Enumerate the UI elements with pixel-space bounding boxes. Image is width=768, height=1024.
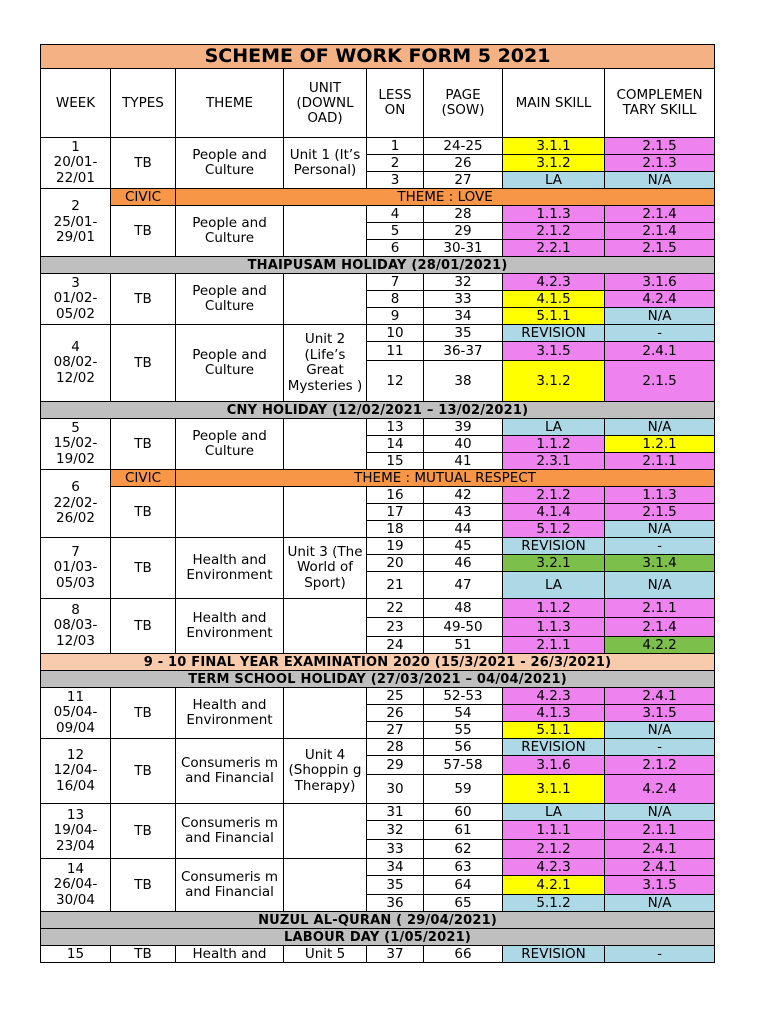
theme-cell: Consumeris m and Financial	[176, 804, 284, 859]
theme-cell: People and Culture	[176, 274, 284, 325]
lesson-cell: 26	[367, 705, 424, 722]
civic-label: CIVIC	[111, 470, 176, 487]
unit-cell: Unit 1 (It’s Personal)	[284, 138, 367, 189]
lesson-cell: 37	[367, 946, 424, 963]
lesson-cell: 20	[367, 555, 424, 572]
main-skill-cell: 1.1.3	[503, 206, 605, 223]
main-skill-cell: LA	[503, 419, 605, 436]
comp-skill-cell: N/A	[605, 572, 715, 599]
holiday-banner: LABOUR DAY (1/05/2021)	[41, 929, 715, 946]
theme-cell: Health and Environment	[176, 599, 284, 654]
scheme-of-work-table	[40, 44, 715, 963]
comp-skill-cell: N/A	[605, 804, 715, 821]
main-skill-cell: 3.1.5	[503, 342, 605, 361]
unit-cell	[284, 487, 367, 538]
main-skill-cell: 2.1.2	[503, 223, 605, 240]
main-skill-cell: REVISION	[503, 739, 605, 756]
main-skill-cell: REVISION	[503, 538, 605, 555]
unit-cell	[284, 274, 367, 325]
week-cell: 15	[41, 946, 111, 963]
header-theme: THEME	[176, 69, 284, 138]
page-cell: 41	[424, 453, 503, 470]
header-complementary-skill: COMPLEMEN TARY SKILL	[605, 69, 715, 138]
lesson-cell: 5	[367, 223, 424, 240]
lesson-cell: 21	[367, 572, 424, 599]
lesson-cell: 31	[367, 804, 424, 821]
main-skill-cell: 3.1.2	[503, 155, 605, 172]
main-skill-cell: 4.2.3	[503, 688, 605, 705]
page-cell: 26	[424, 155, 503, 172]
type-cell: TB	[111, 859, 176, 912]
holiday-banner: TERM SCHOOL HOLIDAY (27/03/2021 – 04/04/2021)	[41, 671, 715, 688]
lesson-cell: 1	[367, 138, 424, 155]
comp-skill-cell: 2.1.4	[605, 206, 715, 223]
comp-skill-cell: 2.4.1	[605, 342, 715, 361]
unit-cell	[284, 419, 367, 470]
civic-theme: THEME : MUTUAL RESPECT	[176, 470, 715, 487]
lesson-cell: 17	[367, 504, 424, 521]
comp-skill-cell: N/A	[605, 521, 715, 538]
page-cell: 40	[424, 436, 503, 453]
lesson-cell: 3	[367, 172, 424, 189]
week-cell: 2 25/01- 29/01	[41, 189, 111, 257]
lesson-cell: 24	[367, 637, 424, 654]
comp-skill-cell: 3.1.4	[605, 555, 715, 572]
lesson-cell: 12	[367, 361, 424, 402]
lesson-cell: 13	[367, 419, 424, 436]
type-cell: TB	[111, 419, 176, 470]
page-cell: 48	[424, 599, 503, 618]
header-week: WEEK	[41, 69, 111, 138]
main-skill-cell: LA	[503, 172, 605, 189]
holiday-banner: CNY HOLIDAY (12/02/2021 – 13/02/2021)	[41, 402, 715, 419]
unit-cell	[284, 688, 367, 739]
main-skill-cell: 5.1.2	[503, 521, 605, 538]
week-cell: 7 01/03- 05/03	[41, 538, 111, 599]
page-cell: 47	[424, 572, 503, 599]
main-skill-cell: 1.1.2	[503, 599, 605, 618]
week-cell: 14 26/04- 30/04	[41, 859, 111, 912]
lesson-cell: 15	[367, 453, 424, 470]
lesson-cell: 19	[367, 538, 424, 555]
page-cell: 30-31	[424, 240, 503, 257]
page-cell: 61	[424, 821, 503, 840]
unit-cell	[284, 599, 367, 654]
page-cell: 24-25	[424, 138, 503, 155]
theme-cell	[176, 487, 284, 538]
header-main-skill: MAIN SKILL	[503, 69, 605, 138]
page-cell: 42	[424, 487, 503, 504]
lesson-cell: 27	[367, 722, 424, 739]
main-skill-cell: 1.1.3	[503, 618, 605, 637]
main-skill-cell: 3.1.2	[503, 361, 605, 402]
comp-skill-cell: 2.1.5	[605, 240, 715, 257]
theme-cell: Health and Environment	[176, 538, 284, 599]
lesson-cell: 11	[367, 342, 424, 361]
main-skill-cell: 2.1.2	[503, 840, 605, 859]
page-cell: 35	[424, 325, 503, 342]
main-skill-cell: 3.1.1	[503, 138, 605, 155]
holiday-banner: NUZUL AL-QURAN ( 29/04/2021)	[41, 912, 715, 929]
main-skill-cell: 4.1.4	[503, 504, 605, 521]
unit-cell	[284, 804, 367, 859]
page-cell: 65	[424, 895, 503, 912]
page-cell: 59	[424, 775, 503, 804]
header-lesson: LESS ON	[367, 69, 424, 138]
page-cell: 28	[424, 206, 503, 223]
type-cell: TB	[111, 138, 176, 189]
comp-skill-cell: 4.2.4	[605, 291, 715, 308]
comp-skill-cell: 2.1.5	[605, 361, 715, 402]
comp-skill-cell: -	[605, 325, 715, 342]
page-cell: 46	[424, 555, 503, 572]
main-skill-cell: 5.1.1	[503, 722, 605, 739]
main-skill-cell: LA	[503, 804, 605, 821]
comp-skill-cell: 2.1.5	[605, 138, 715, 155]
page-cell: 36-37	[424, 342, 503, 361]
page-cell: 27	[424, 172, 503, 189]
page-cell: 63	[424, 859, 503, 876]
page-cell: 38	[424, 361, 503, 402]
page-cell: 66	[424, 946, 503, 963]
header-unit: UNIT (DOWNL OAD)	[284, 69, 367, 138]
unit-cell: Unit 2 (Life’s Great Mysteries )	[284, 325, 367, 402]
exam-banner: 9 - 10 FINAL YEAR EXAMINATION 2020 (15/3/2021 - 26/3/2021)	[41, 654, 715, 671]
type-cell: TB	[111, 274, 176, 325]
page-cell: 60	[424, 804, 503, 821]
comp-skill-cell: 2.1.4	[605, 223, 715, 240]
comp-skill-cell: N/A	[605, 308, 715, 325]
lesson-cell: 23	[367, 618, 424, 637]
type-cell: TB	[111, 206, 176, 257]
lesson-cell: 34	[367, 859, 424, 876]
comp-skill-cell: -	[605, 538, 715, 555]
type-cell: TB	[111, 487, 176, 538]
lesson-cell: 28	[367, 739, 424, 756]
main-skill-cell: REVISION	[503, 325, 605, 342]
comp-skill-cell: 3.1.5	[605, 705, 715, 722]
comp-skill-cell: N/A	[605, 172, 715, 189]
page-cell: 57-58	[424, 756, 503, 775]
page-cell: 34	[424, 308, 503, 325]
lesson-cell: 18	[367, 521, 424, 538]
main-skill-cell: 5.1.2	[503, 895, 605, 912]
page-cell: 32	[424, 274, 503, 291]
lesson-cell: 14	[367, 436, 424, 453]
main-skill-cell: 4.2.1	[503, 876, 605, 895]
comp-skill-cell: 2.1.1	[605, 599, 715, 618]
lesson-cell: 10	[367, 325, 424, 342]
header-types: TYPES	[111, 69, 176, 138]
theme-cell: Consumeris m and Financial	[176, 859, 284, 912]
week-cell: 5 15/02- 19/02	[41, 419, 111, 470]
main-skill-cell: 1.1.1	[503, 821, 605, 840]
page-cell: 64	[424, 876, 503, 895]
main-skill-cell: 4.2.3	[503, 859, 605, 876]
theme-cell: People and Culture	[176, 419, 284, 470]
page-title: SCHEME OF WORK FORM 5 2021	[41, 45, 715, 69]
comp-skill-cell: 2.1.4	[605, 618, 715, 637]
lesson-cell: 4	[367, 206, 424, 223]
lesson-cell: 32	[367, 821, 424, 840]
civic-theme: THEME : LOVE	[176, 189, 715, 206]
page-cell: 55	[424, 722, 503, 739]
main-skill-cell: 4.1.5	[503, 291, 605, 308]
comp-skill-cell: 2.4.1	[605, 859, 715, 876]
page-cell: 43	[424, 504, 503, 521]
lesson-cell: 29	[367, 756, 424, 775]
comp-skill-cell: 2.4.1	[605, 840, 715, 859]
comp-skill-cell: -	[605, 946, 715, 963]
comp-skill-cell: 2.1.1	[605, 453, 715, 470]
comp-skill-cell: 4.2.4	[605, 775, 715, 804]
main-skill-cell: 3.2.1	[503, 555, 605, 572]
lesson-cell: 16	[367, 487, 424, 504]
lesson-cell: 9	[367, 308, 424, 325]
comp-skill-cell: N/A	[605, 895, 715, 912]
page-cell: 39	[424, 419, 503, 436]
theme-cell: People and Culture	[176, 138, 284, 189]
main-skill-cell: 2.3.1	[503, 453, 605, 470]
comp-skill-cell: N/A	[605, 419, 715, 436]
type-cell: TB	[111, 946, 176, 963]
page-cell: 33	[424, 291, 503, 308]
page-cell: 54	[424, 705, 503, 722]
lesson-cell: 25	[367, 688, 424, 705]
page-cell: 45	[424, 538, 503, 555]
type-cell: TB	[111, 599, 176, 654]
holiday-banner: THAIPUSAM HOLIDAY (28/01/2021)	[41, 257, 715, 274]
week-cell: 1 20/01- 22/01	[41, 138, 111, 189]
theme-cell: People and Culture	[176, 206, 284, 257]
comp-skill-cell: 1.1.3	[605, 487, 715, 504]
comp-skill-cell: 1.2.1	[605, 436, 715, 453]
unit-cell: Unit 3 (The World of Sport)	[284, 538, 367, 599]
week-cell: 11 05/04- 09/04	[41, 688, 111, 739]
page-cell: 44	[424, 521, 503, 538]
comp-skill-cell: 2.1.3	[605, 155, 715, 172]
comp-skill-cell: 3.1.6	[605, 274, 715, 291]
type-cell: TB	[111, 325, 176, 402]
main-skill-cell: 2.1.1	[503, 637, 605, 654]
type-cell: TB	[111, 538, 176, 599]
lesson-cell: 2	[367, 155, 424, 172]
comp-skill-cell: 2.1.2	[605, 756, 715, 775]
main-skill-cell: 4.2.3	[503, 274, 605, 291]
theme-cell: People and Culture	[176, 325, 284, 402]
main-skill-cell: 3.1.6	[503, 756, 605, 775]
week-cell: 12 12/04- 16/04	[41, 739, 111, 804]
lesson-cell: 36	[367, 895, 424, 912]
main-skill-cell: REVISION	[503, 946, 605, 963]
comp-skill-cell: 4.2.2	[605, 637, 715, 654]
unit-cell	[284, 206, 367, 257]
type-cell: TB	[111, 804, 176, 859]
week-cell: 8 08/03- 12/03	[41, 599, 111, 654]
page-cell: 56	[424, 739, 503, 756]
page-cell: 52-53	[424, 688, 503, 705]
page-cell: 29	[424, 223, 503, 240]
main-skill-cell: 2.1.2	[503, 487, 605, 504]
unit-cell: Unit 5	[284, 946, 367, 963]
week-cell: 3 01/02- 05/02	[41, 274, 111, 325]
lesson-cell: 35	[367, 876, 424, 895]
lesson-cell: 7	[367, 274, 424, 291]
main-skill-cell: 3.1.1	[503, 775, 605, 804]
comp-skill-cell: 2.1.1	[605, 821, 715, 840]
week-cell: 4 08/02- 12/02	[41, 325, 111, 402]
main-skill-cell: 4.1.3	[503, 705, 605, 722]
main-skill-cell: 5.1.1	[503, 308, 605, 325]
page-cell: 51	[424, 637, 503, 654]
theme-cell: Health and	[176, 946, 284, 963]
lesson-cell: 30	[367, 775, 424, 804]
page-cell: 49-50	[424, 618, 503, 637]
main-skill-cell: 1.1.2	[503, 436, 605, 453]
lesson-cell: 6	[367, 240, 424, 257]
type-cell: TB	[111, 739, 176, 804]
week-cell: 6 22/02- 26/02	[41, 470, 111, 538]
main-skill-cell: LA	[503, 572, 605, 599]
lesson-cell: 22	[367, 599, 424, 618]
unit-cell: Unit 4 (Shoppin g Therapy)	[284, 739, 367, 804]
header-page: PAGE (SOW)	[424, 69, 503, 138]
main-skill-cell: 2.2.1	[503, 240, 605, 257]
comp-skill-cell: 2.1.5	[605, 504, 715, 521]
civic-label: CIVIC	[111, 189, 176, 206]
comp-skill-cell: N/A	[605, 722, 715, 739]
type-cell: TB	[111, 688, 176, 739]
page-cell: 62	[424, 840, 503, 859]
comp-skill-cell: 2.4.1	[605, 688, 715, 705]
lesson-cell: 8	[367, 291, 424, 308]
theme-cell: Consumeris m and Financial	[176, 739, 284, 804]
unit-cell	[284, 859, 367, 912]
comp-skill-cell: -	[605, 739, 715, 756]
lesson-cell: 33	[367, 840, 424, 859]
comp-skill-cell: 3.1.5	[605, 876, 715, 895]
theme-cell: Health and Environment	[176, 688, 284, 739]
week-cell: 13 19/04- 23/04	[41, 804, 111, 859]
